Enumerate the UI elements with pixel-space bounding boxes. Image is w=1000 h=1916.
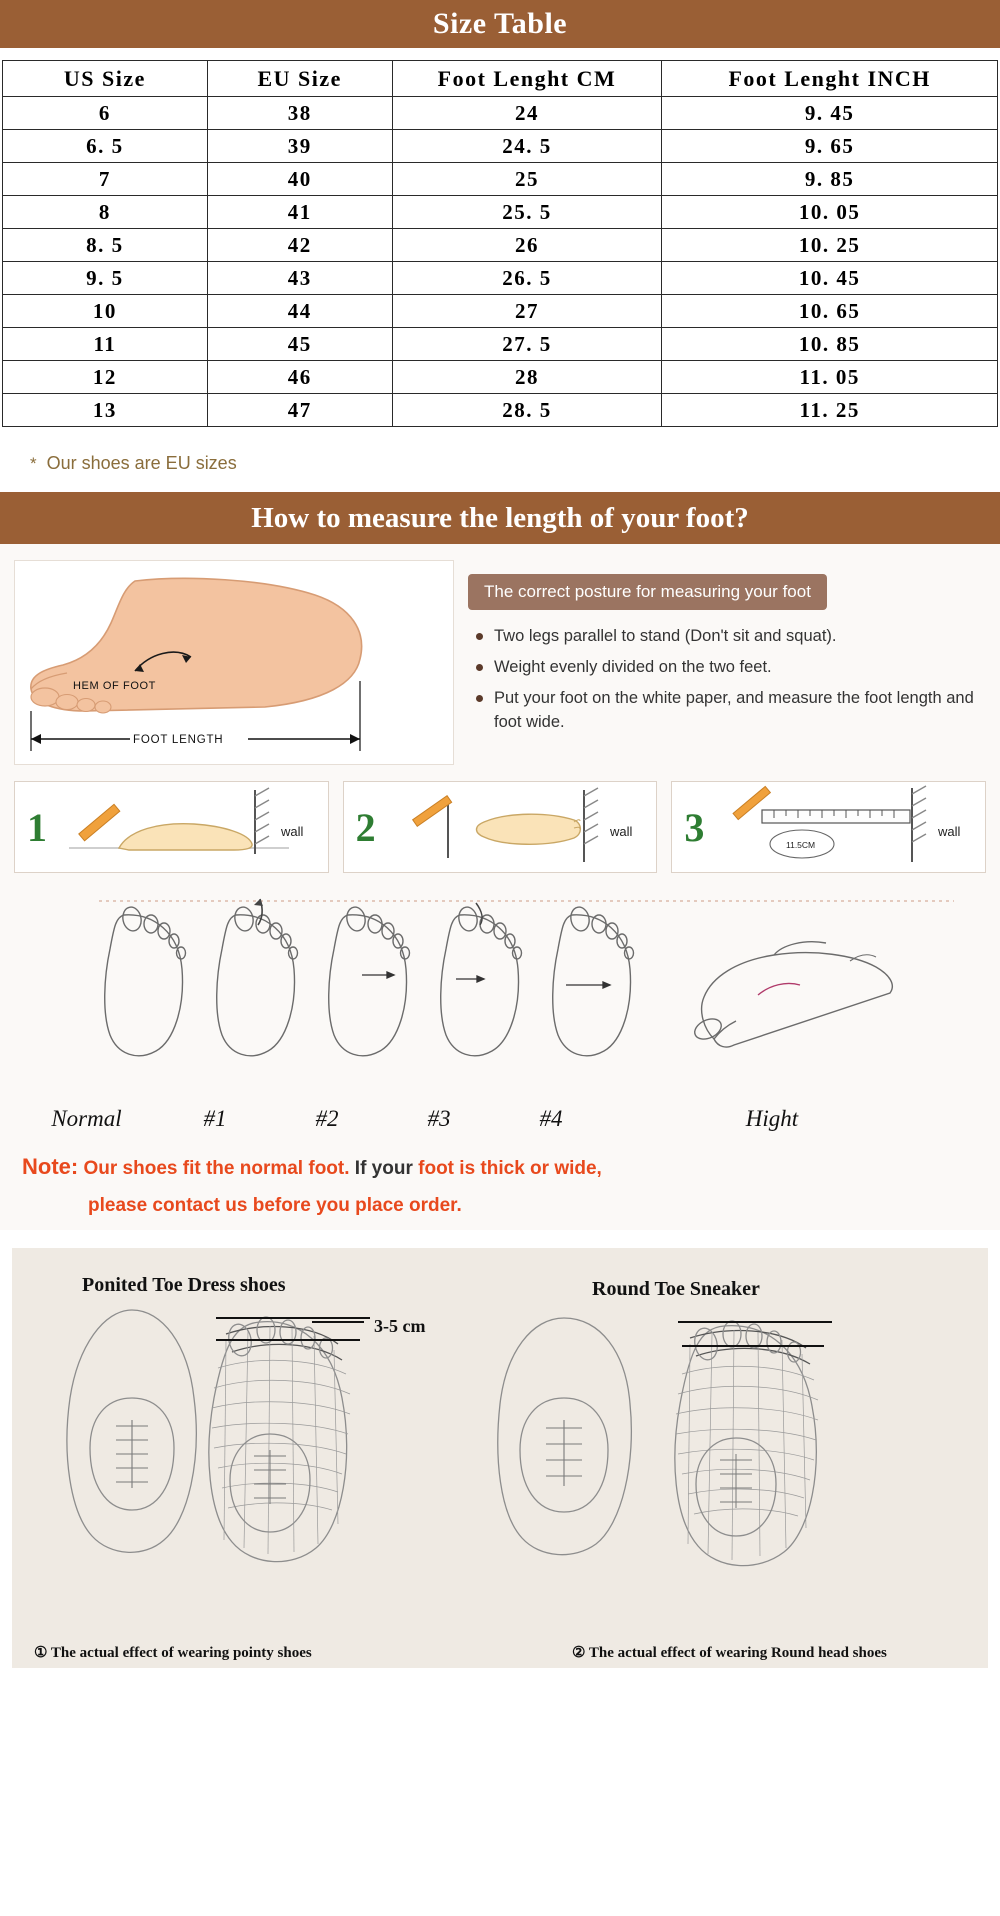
note-part-3: foot is thick or wide,: [418, 1158, 602, 1179]
list-item: Put your foot on the white paper, and measure the foot length and foot wide.: [490, 686, 986, 736]
cell-eu: 43: [207, 262, 392, 295]
foot-type-1: [217, 905, 298, 1055]
foot-side-illustration: [15, 561, 455, 766]
step-number: 1: [27, 804, 47, 850]
table-row: [3, 328, 998, 361]
table-header-row: [3, 61, 998, 97]
size-table-wrap: [0, 48, 1000, 427]
step-number: 2: [355, 804, 376, 850]
table-row: [3, 262, 998, 295]
cell-inch: 10. 85: [662, 328, 998, 361]
size-table-body: [3, 97, 998, 427]
cell-inch: 9. 65: [662, 130, 998, 163]
ruler-value: 11.5CM: [786, 840, 816, 850]
svg-text:HEM OF FOOT: HEM OF FOOT: [73, 680, 156, 692]
step-1: [14, 781, 329, 873]
cell-inch: 11. 05: [662, 361, 998, 394]
eu-size-note-text: Our shoes are EU sizes: [46, 453, 237, 473]
cell-inch: 9. 85: [662, 163, 998, 196]
cell-inch: 10. 45: [662, 262, 998, 295]
cell-inch: 10. 25: [662, 229, 998, 262]
gap-measure-label: 3-5 cm: [374, 1315, 426, 1336]
pointed-toe-title: Ponited Toe Dress shoes: [82, 1273, 286, 1296]
foot-type-labels: [14, 1106, 986, 1132]
table-row: [3, 163, 998, 196]
table-row: [3, 295, 998, 328]
measure-section-title: How to measure the length of your foot?: [0, 492, 1000, 544]
table-row: [3, 361, 998, 394]
cell-cm: 28: [392, 361, 662, 394]
list-item: Two legs parallel to stand (Don't sit and squat).: [490, 624, 986, 649]
svg-text:FOOT LENGTH: FOOT LENGTH: [133, 734, 224, 746]
cell-inch: 9. 45: [662, 97, 998, 130]
table-row: [3, 229, 998, 262]
step-3-illustration: [716, 782, 985, 872]
cell-eu: 44: [207, 295, 392, 328]
shoe-comparison-section: [12, 1248, 988, 1668]
column-header-eu: EU Size: [207, 61, 392, 97]
size-table: [2, 60, 998, 427]
cell-inch: 11. 25: [662, 394, 998, 427]
cell-eu: 38: [207, 97, 392, 130]
size-table-title: Size Table: [0, 0, 1000, 48]
posture-list: [468, 624, 986, 735]
foot-type-2: [329, 905, 410, 1055]
foot-type-4: [553, 905, 634, 1055]
fit-note-line-1: [22, 1146, 1000, 1188]
cell-cm: 25: [392, 163, 662, 196]
cell-us: 8. 5: [3, 229, 208, 262]
list-item: Weight evenly divided on the two feet.: [490, 655, 986, 680]
cell-eu: 40: [207, 163, 392, 196]
cell-us: 9. 5: [3, 262, 208, 295]
cell-us: 7: [3, 163, 208, 196]
foot-normal: [105, 905, 186, 1055]
cell-cm: 24. 5: [392, 130, 662, 163]
foot-label-3: #3: [427, 1106, 451, 1131]
cell-us: 8: [3, 196, 208, 229]
foot-length-diagram: [14, 560, 454, 765]
svg-text:wall: wall: [938, 824, 961, 839]
step-3: [671, 781, 986, 873]
cell-us: 10: [3, 295, 208, 328]
column-header-us: US Size: [3, 61, 208, 97]
measure-steps: [14, 781, 986, 873]
cell-eu: 41: [207, 196, 392, 229]
cell-cm: 26. 5: [392, 262, 662, 295]
cell-us: 13: [3, 394, 208, 427]
cell-inch: 10. 65: [662, 295, 998, 328]
pointed-toe-caption: ① The actual effect of wearing pointy shoes: [34, 1644, 312, 1661]
svg-text:wall: wall: [281, 824, 304, 839]
note-lead: Note:: [22, 1154, 79, 1179]
note-part-1: Our shoes fit the normal foot.: [83, 1158, 350, 1179]
measure-section-body: [0, 544, 1000, 1230]
foot-label-1: #1: [203, 1106, 227, 1131]
step-2-illustration: [388, 782, 657, 872]
cell-eu: 42: [207, 229, 392, 262]
cell-cm: 24: [392, 97, 662, 130]
table-row: [3, 130, 998, 163]
posture-instructions: [468, 560, 986, 765]
cell-us: 12: [3, 361, 208, 394]
column-header-inch: Foot Lenght INCH: [662, 61, 998, 97]
cell-inch: 10. 05: [662, 196, 998, 229]
cell-cm: 25. 5: [392, 196, 662, 229]
cell-eu: 45: [207, 328, 392, 361]
cell-cm: 27: [392, 295, 662, 328]
cell-eu: 39: [207, 130, 392, 163]
cell-cm: 26: [392, 229, 662, 262]
foot-label-hight: Hight: [745, 1106, 799, 1131]
step-1-illustration: [59, 782, 328, 872]
foot-label-4: #4: [539, 1106, 563, 1131]
foot-label-2: #2: [315, 1106, 339, 1131]
table-row: [3, 196, 998, 229]
cell-eu: 46: [207, 361, 392, 394]
cell-us: 6: [3, 97, 208, 130]
table-row: [3, 97, 998, 130]
asterisk-icon: *: [30, 453, 37, 473]
eu-size-note: [30, 453, 1000, 474]
foot-high-instep: [692, 942, 893, 1047]
table-row: [3, 394, 998, 427]
round-toe-title: Round Toe Sneaker: [592, 1277, 760, 1300]
round-toe-caption: ② The actual effect of wearing Round head shoes: [572, 1644, 887, 1661]
foot-label-normal: Normal: [51, 1106, 122, 1131]
foot-types-illustration: [14, 889, 986, 1104]
fit-note-line-2: please contact us before you place order.: [88, 1194, 462, 1216]
cell-us: 6. 5: [3, 130, 208, 163]
cell-us: 11: [3, 328, 208, 361]
svg-text:wall: wall: [609, 824, 633, 839]
shoe-illustrations: [12, 1248, 988, 1668]
note-part-2: If your: [354, 1158, 413, 1179]
column-header-cm: Foot Lenght CM: [392, 61, 662, 97]
cell-cm: 27. 5: [392, 328, 662, 361]
measure-top-row: [14, 560, 986, 765]
posture-heading: The correct posture for measuring your foot: [468, 574, 827, 610]
step-number: 3: [684, 804, 705, 850]
fit-note: [22, 1146, 1000, 1224]
cell-cm: 28. 5: [392, 394, 662, 427]
cell-eu: 47: [207, 394, 392, 427]
step-2: [343, 781, 658, 873]
